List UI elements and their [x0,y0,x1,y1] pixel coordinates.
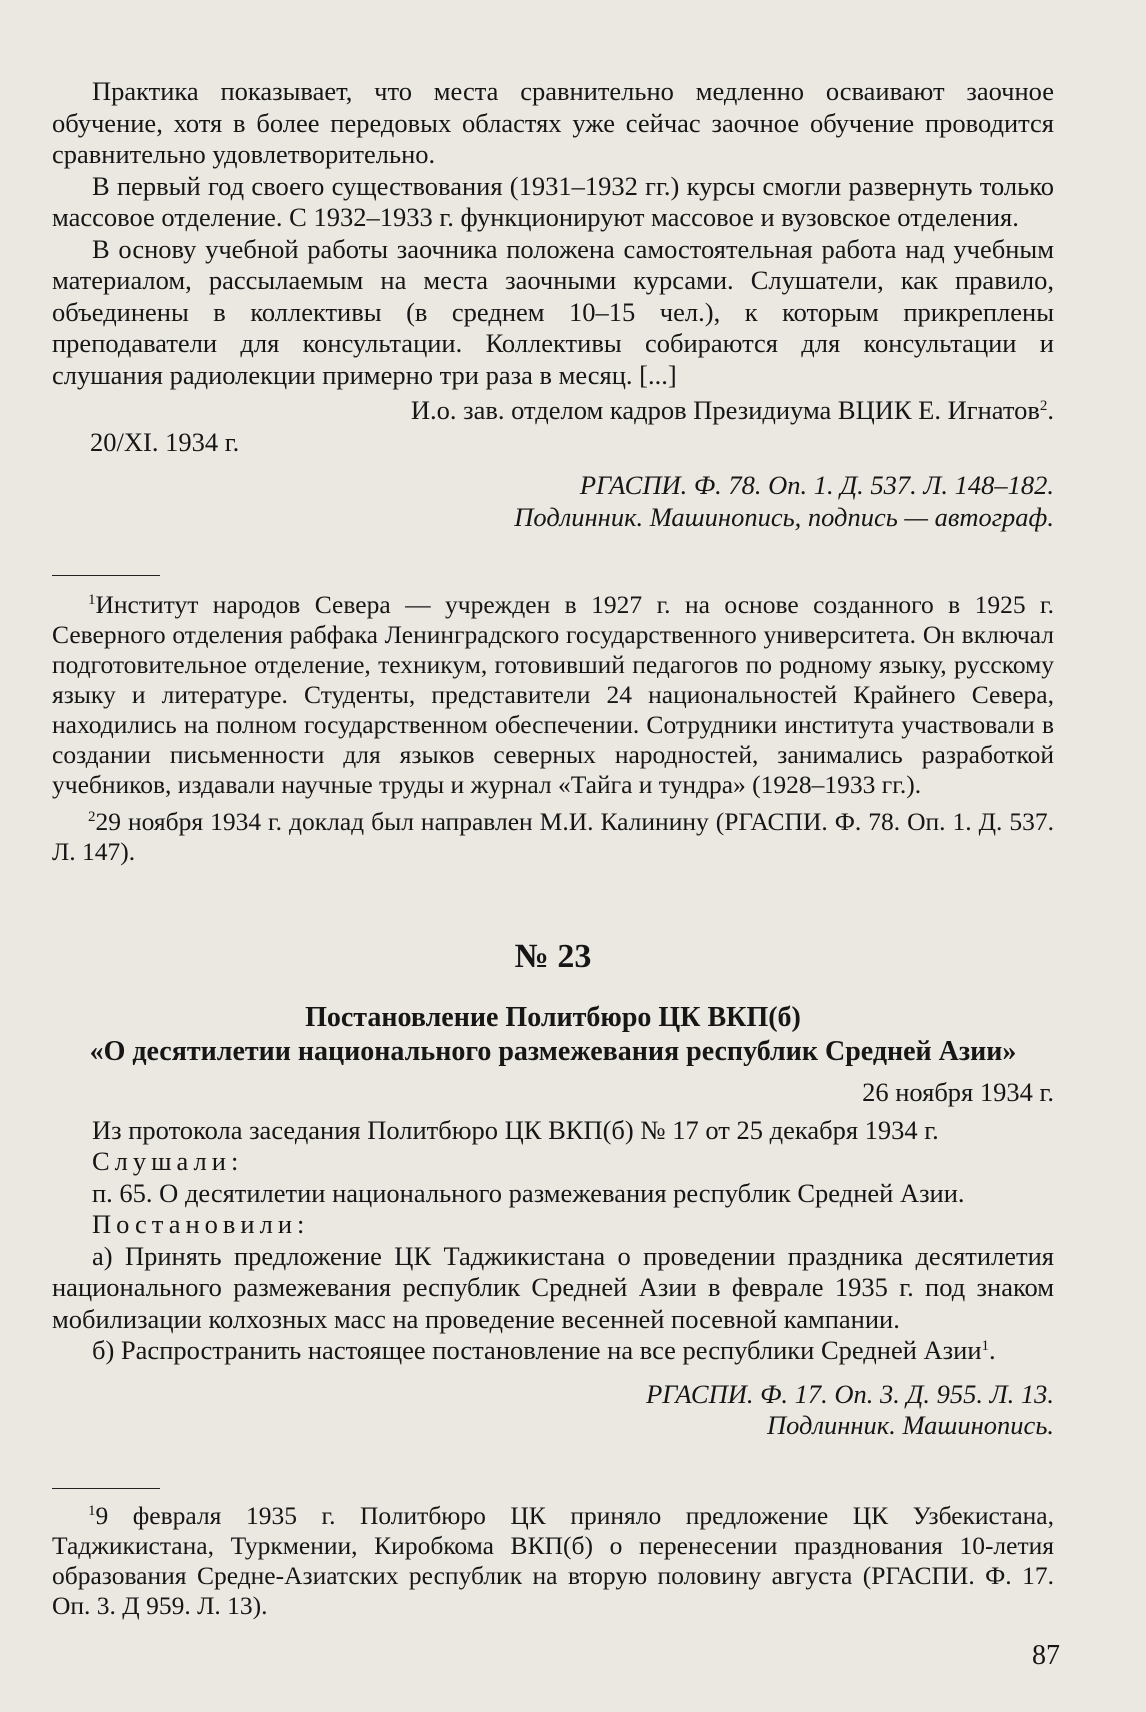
footnote: $^2$29 ноября 1934 г. доклад был направлен М.И. Калинину (РГАСПИ. Ф. 78. Оп. 1. Д. 537. Л. 147). [52,807,1054,866]
footnote-ref: 2 [1039,398,1048,414]
document-subtitle: «О десятилетии национального размежевания республик Средней Азии» [89,1036,1017,1067]
decision-b: б) Распространить настоящее постановление на все республики Средней Азии$^1$. [92,1335,996,1365]
document-title: Постановление Политбюро ЦК ВКП(б) [305,1002,801,1033]
footnote-mark: 1 [88,1503,96,1519]
decided-label: Постановили: [92,1209,310,1239]
footnote: $^1$9 февраля 1935 г. Политбюро ЦК приняло предложение ЦК Узбекистана, Таджикистана, Туркмении, Киробкома ВКП(б) о перенесении празднования 10-летия образования Средне-Азиатских республик на вторую половину августа (РГАСПИ. Ф. 17. Оп. 3. Д 959. Л. 13). [52,1501,1054,1620]
document-date: 20/XI. 1934 г. [90,426,240,457]
footnote-divider [52,575,160,576]
paragraph: Практика показывает, что места сравнительно медленно осваивают заочное обучение, хотя в более передовых областях уже сейчас заочное обучение проводится сравнительно удовлетворительно. [52,76,1054,169]
agenda-item: п. 65. О десятилетии национального размежевания республик Средней Азии. [92,1177,965,1208]
document-date: 26 ноября 1934 г. [862,1077,1054,1107]
signature-line: И.о. зав. отделом кадров Президиума ВЦИК Е. Игнатов$^2$. [410,395,1054,425]
footnote-divider [52,1488,160,1489]
archive-source-note: Подлинник. Машинопись. [767,1410,1054,1440]
footnote-mark: 2 [88,809,96,825]
decision-a: а) Принять предложение ЦК Таджикистана о проведении праздника десятилетия национального размежевания республик Средней Азии в феврале 1935 г. под знаком мобилизации колхозных масс на проведение весенней посевной кампании. [52,1240,1054,1334]
signature: И.о. зав. отделом кадров Президиума ВЦИК Е. Игнатов [410,395,1040,425]
protocol-line: Из протокола заседания Политбюро ЦК ВКП(б) № 17 от 25 декабря 1934 г. [92,1114,939,1145]
heard-label: Слушали: [92,1146,244,1176]
footnote-mark: 1 [88,592,96,608]
document-23 [52,937,1054,1442]
footnotes-top [52,585,1054,867]
paragraph: В основу учебной работы заочника положена самостоятельная работа над учебным материалом, рассылаемым на места заочными курсами. Слушатели, как правило, объединены в коллективы (в среднем 10–15 чел.), к которым прикреплены преподаватели для консультации. Коллективы собираются для консультации и слушания радиолекции примерно три раза в месяц. [...] [52,233,1054,390]
footnotes-bottom [52,1496,1054,1621]
page-number: 87 [1032,1640,1060,1671]
paragraph: В первый год своего существования (1931–1932 гг.) курсы смогли развернуть только массовое отделение. С 1932–1933 г. функционируют массовое и вузовское отделения. [52,170,1054,232]
footnote-ref: 1 [981,1338,990,1354]
footnote: $^1$Институт народов Севера — учрежден в 1927 г. на основе созданного в 1925 г. Северного отделения рабфака Ленинградского государственного университета. Он включал подготовительное отделение, техникум, готовивший педагогов по родному языку, русскому языку и литературе. Студенты, представители 24 национальностей Крайнего Севера, находились на полном государственном обеспечении. Сотрудники института участвовали в создании письменности для языков северных народностей, занимались разработкой учебников, издавали научные труды и журнал «Тайга и тундра» (1928–1933 гг.). [52,590,1054,799]
previous-document-body [52,76,1054,533]
archive-source-note: Подлинник. Машинопись, подпись — автограф. [514,501,1054,532]
archive-source: РГАСПИ. Ф. 17. Оп. 3. Д. 955. Л. 13. [646,1378,1054,1409]
archive-source: РГАСПИ. Ф. 78. Оп. 1. Д. 537. Л. 148–182. [579,470,1054,500]
document-number: № 23 [514,938,592,975]
